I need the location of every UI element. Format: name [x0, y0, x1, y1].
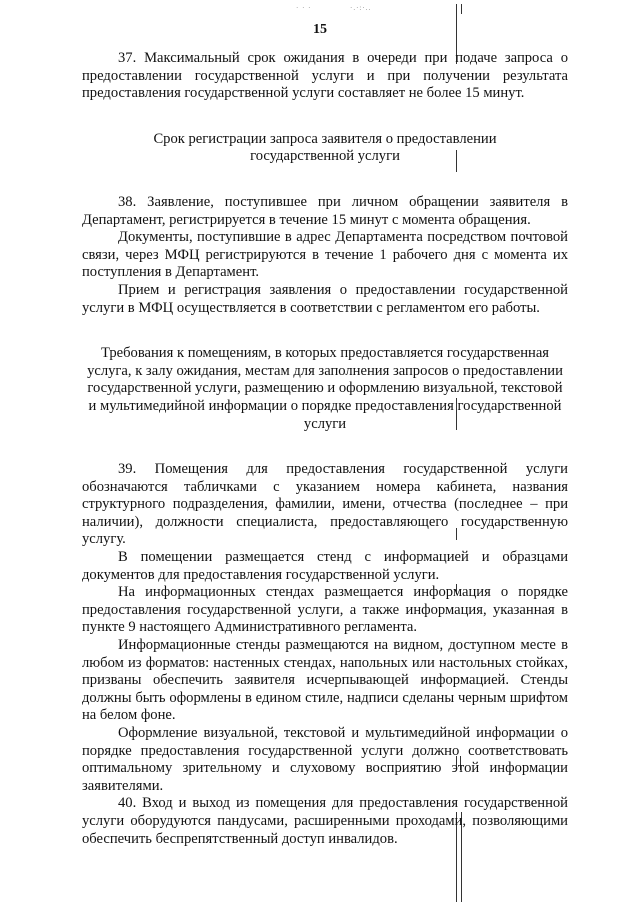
- scan-speck: · · ·: [296, 4, 312, 12]
- paragraph-39-info: На информационных стендах размещается информация о порядке предоставления государственной услуги, а также информация, указанная в пункте 9 настоящего Административного регламента.: [82, 584, 568, 636]
- heading-premises-requirements: Требования к помещениям, в которых предоставляется государственная услуга, к залу ожидания, местам для заполнения запросов о предоставлении государственной услуги, размещению и оформлению визуальной, текстовой и мультимедийной информации о порядке предоставления государственной услуги: [87, 345, 563, 432]
- page-number: 15: [313, 22, 327, 37]
- paragraph-39-stand: В помещении размещается стенд с информацией и образцами документов для предоставления государственной услуги.: [82, 549, 568, 583]
- paragraph-38-documents: Документы, поступившие в адрес Департамента посредством почтовой связи, через МФЦ регистрируются в течение 1 рабочего дня с момента их поступления в Департамент.: [82, 229, 568, 281]
- paragraph-40: 40. Вход и выход из помещения для предоставления государственной услуги оборудуются пандусами, расширенными проходами, позволяющими обеспечить беспрепятственный доступ инвалидов.: [82, 795, 568, 847]
- paragraph-39: 39. Помещения для предоставления государственной услуги обозначаются табличками с указанием номера кабинета, названия структурного подразделения, фамилии, имени, отчества (последнее – при наличии), должности специалиста, предоставляющего государственную услугу.: [82, 461, 568, 548]
- heading-registration-term: Срок регистрации запроса заявителя о предоставлении государственной услуги: [153, 130, 497, 165]
- paragraph-38: 38. Заявление, поступившее при личном обращении заявителя в Департамент, регистрируется в течение 15 минут с момента обращения.: [82, 193, 568, 228]
- scan-mark: [461, 4, 462, 14]
- scan-speck: ·.·:·..: [350, 4, 372, 12]
- paragraph-39-design: Оформление визуальной, текстовой и мультимедийной информации о порядке предоставления государственной услуги должно соответствовать оптимальному зрительному и слуховому восприятию этой информации заявителями.: [82, 725, 568, 794]
- paragraph-38-mfc: Прием и регистрация заявления о предоставлении государственной услуги в МФЦ осуществляется в соответствии с регламентом его работы.: [82, 281, 568, 316]
- paragraph-37: 37. Максимальный срок ожидания в очереди при подаче запроса о предоставлении государственной услуги и при получении результата предоставления государственной услуги составляет не более 15 минут.: [82, 50, 568, 102]
- paragraph-39-placement: Информационные стенды размещаются на видном, доступном месте в любом из форматов: настенных стендах, напольных или настольных стойках, призваны обеспечить заявителя исчерпывающей информацией. Стенды должны быть оформлены в едином стиле, надписи сделаны черным шрифтом на белом фоне.: [82, 637, 568, 724]
- document-body: [82, 50, 568, 848]
